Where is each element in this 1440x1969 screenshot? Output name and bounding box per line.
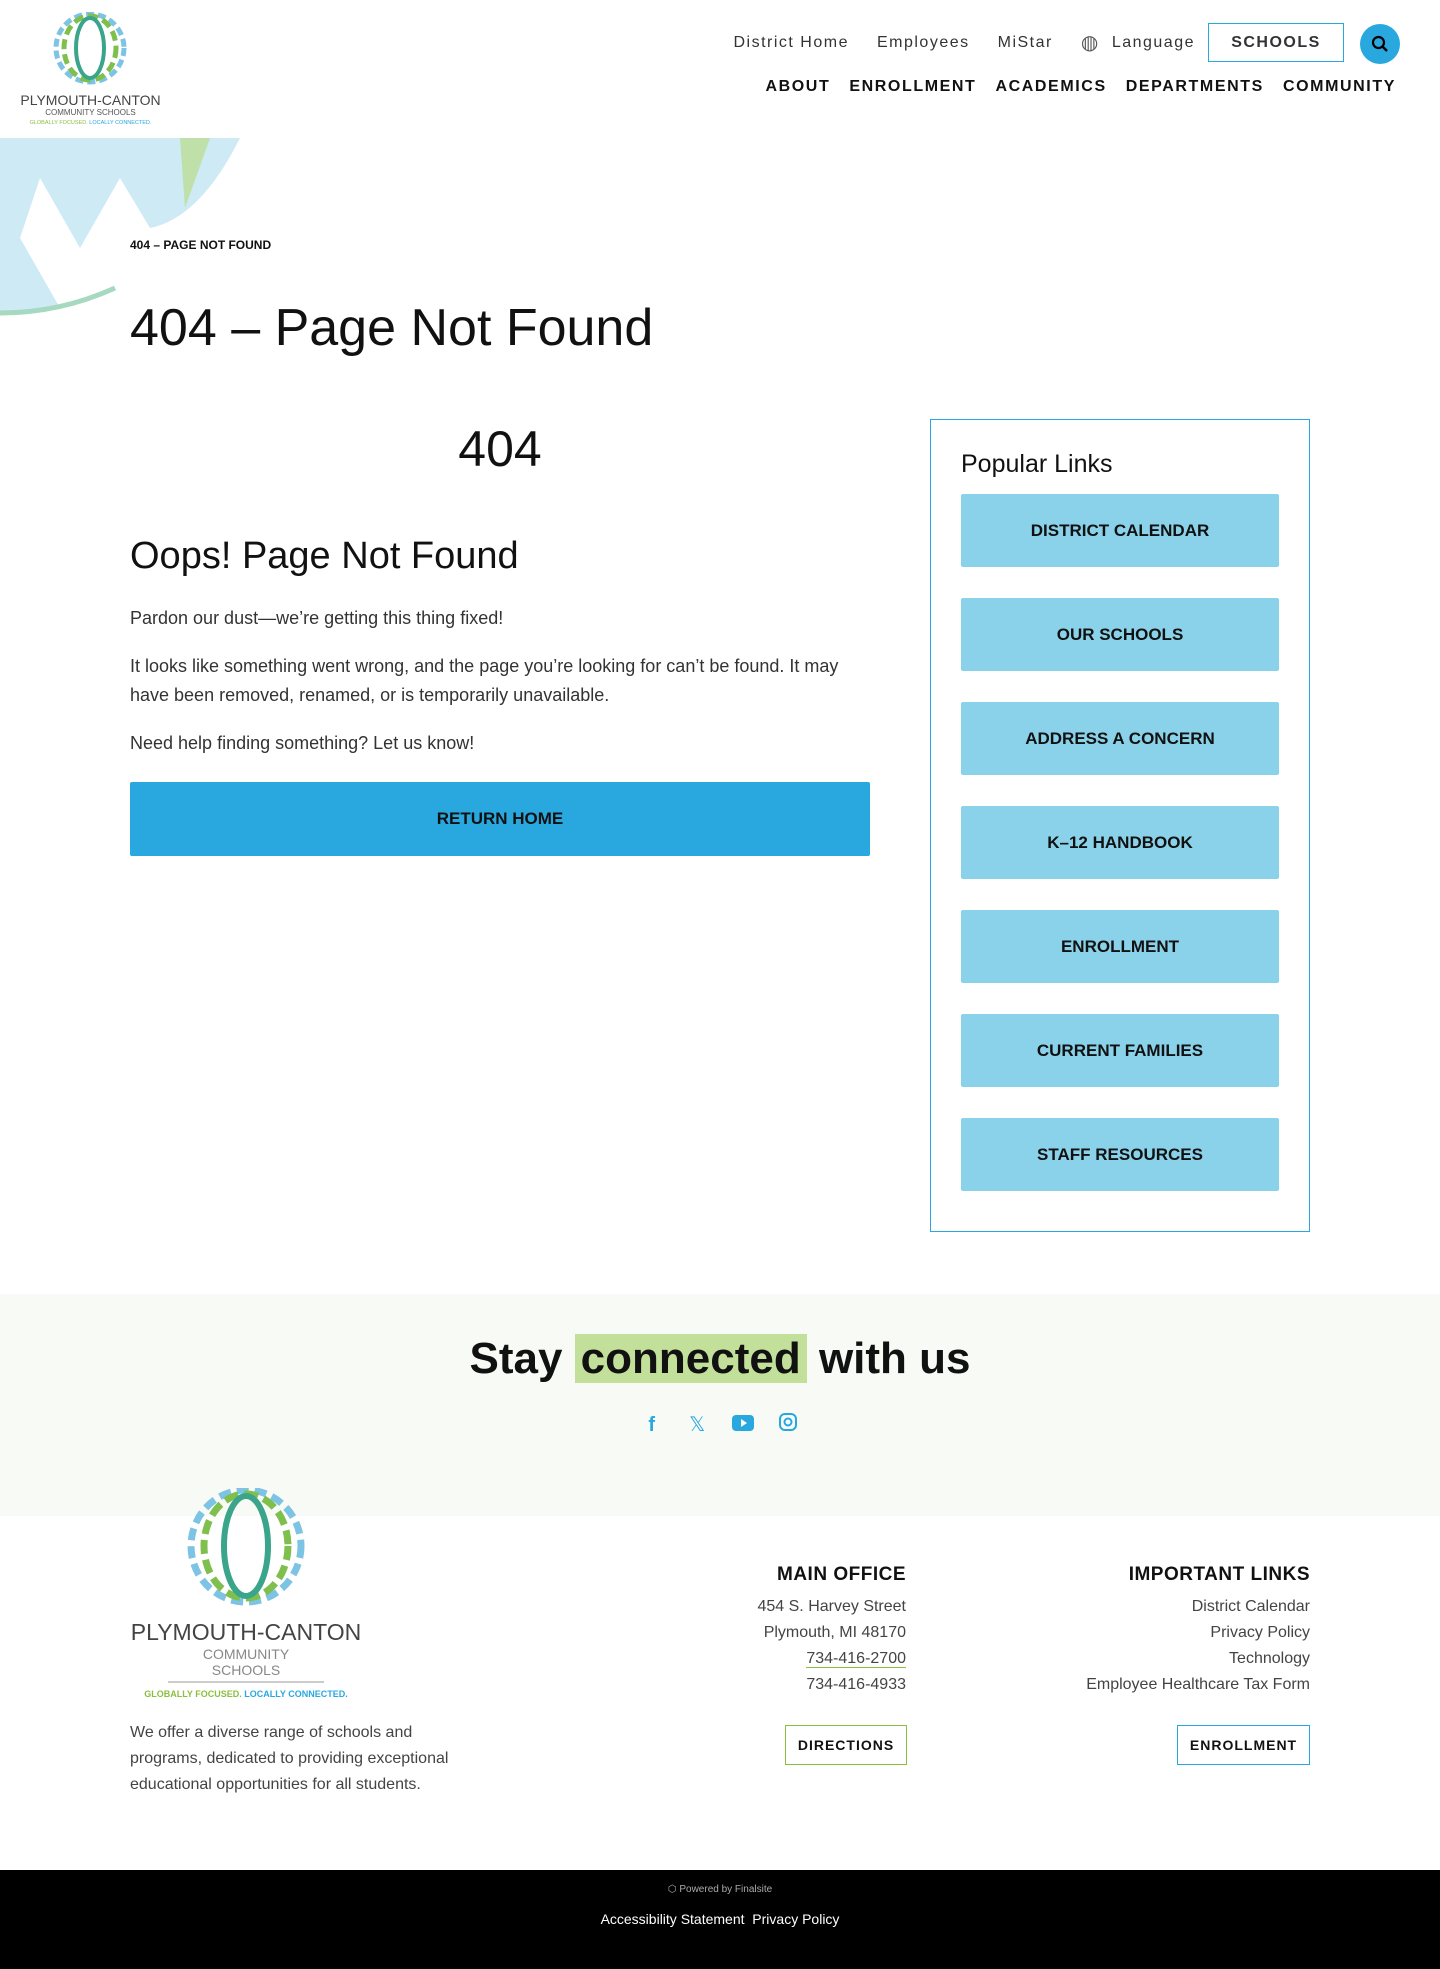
footer-link-tax-form[interactable]: Employee Healthcare Tax Form <box>1086 1676 1310 1693</box>
logo-sub: COMMUNITY SCHOOLS <box>45 108 136 117</box>
office-address: 454 S. Harvey Street <box>757 1598 906 1615</box>
popular-links-panel <box>930 419 1310 1232</box>
footer-logo-sub: COMMUNITY SCHOOLS <box>168 1646 324 1683</box>
heading-part: with us <box>818 1334 971 1383</box>
office-fax[interactable]: 734-416-4933 <box>806 1676 906 1693</box>
paragraph-help: Need help finding something? Let us know! <box>130 733 475 753</box>
footer-logo <box>130 1488 362 1699</box>
paragraph-dust: Pardon our dust—we’re getting this thing fixed! <box>130 608 504 628</box>
finalsite-icon: ⬡ <box>667 1884 677 1895</box>
link-enrollment[interactable]: ENROLLMENT <box>961 910 1279 983</box>
utility-link-employees[interactable]: Employees <box>876 33 970 51</box>
footer-link-technology[interactable]: Technology <box>1229 1650 1310 1667</box>
footer-logo-name: PLYMOUTH-CANTON <box>130 1619 362 1645</box>
link-our-schools[interactable]: OUR SCHOOLS <box>961 598 1279 671</box>
main-office-title: MAIN OFFICE <box>777 1564 906 1585</box>
nav-about[interactable]: ABOUT <box>765 78 831 95</box>
footer-description: We offer a diverse range of schools and programs, dedicated to providing exceptional educational opportunities for all students. <box>130 1724 449 1793</box>
footer-link-privacy-policy[interactable]: Privacy Policy <box>1210 1624 1310 1641</box>
return-home-button[interactable]: RETURN HOME <box>130 782 870 856</box>
directions-button[interactable]: DIRECTIONS <box>785 1725 907 1765</box>
powered-by-label: Powered by Finalsite <box>679 1884 773 1895</box>
link-handbook[interactable]: K–12 HANDBOOK <box>961 806 1279 879</box>
page-title: 404 – Page Not Found <box>130 299 654 357</box>
nav-enrollment[interactable]: ENROLLMENT <box>849 78 977 95</box>
stay-connected-section <box>0 1294 1440 1516</box>
globe-icon: ◍ <box>1080 32 1100 54</box>
popular-links-title: Popular Links <box>961 450 1113 478</box>
instagram-icon[interactable] <box>768 1413 808 1431</box>
schools-button[interactable]: SCHOOLS <box>1208 23 1344 62</box>
language-selector[interactable] <box>1081 30 1195 55</box>
heading-highlight: connected <box>575 1334 807 1383</box>
utility-nav <box>705 23 1344 62</box>
footer-enrollment-button[interactable]: ENROLLMENT <box>1177 1725 1310 1765</box>
breadcrumb: 404 – PAGE NOT FOUND <box>130 238 272 252</box>
utility-link-district-home[interactable]: District Home <box>733 33 849 51</box>
heading-part: Stay <box>469 1334 563 1383</box>
main-office <box>606 1564 906 1698</box>
link-staff-resources[interactable]: STAFF RESOURCES <box>961 1118 1279 1191</box>
youtube-icon[interactable] <box>723 1415 763 1431</box>
bottom-privacy-policy-link[interactable]: Privacy Policy <box>752 1911 840 1927</box>
logo-name: PLYMOUTH-CANTON <box>20 92 161 108</box>
link-current-families[interactable]: CURRENT FAMILIES <box>961 1014 1279 1087</box>
utility-link-mistar[interactable]: MiStar <box>997 33 1053 51</box>
main-nav <box>746 78 1396 96</box>
logo-tagline-a: GLOBALLY FOCUSED. <box>29 120 88 126</box>
language-label: Language <box>1111 33 1195 51</box>
district-logo[interactable] <box>18 12 163 126</box>
powered-by[interactable] <box>0 1884 1440 1895</box>
facebook-icon[interactable]: f <box>648 1414 655 1436</box>
link-address-concern[interactable]: ADDRESS A CONCERN <box>961 702 1279 775</box>
important-links-title: IMPORTANT LINKS <box>1128 1564 1310 1585</box>
error-code: 404 <box>458 421 542 477</box>
logo-tagline-b: LOCALLY CONNECTED. <box>89 120 152 126</box>
error-heading: Oops! Page Not Found <box>130 535 519 577</box>
link-district-calendar[interactable]: DISTRICT CALENDAR <box>961 494 1279 567</box>
paragraph-explain: It looks like something went wrong, and the page you’re looking for can’t be found. It may have been removed, renamed, or is temporarily unavailable. <box>130 656 839 705</box>
office-phone[interactable]: 734-416-2700 <box>806 1650 906 1667</box>
search-icon <box>1371 35 1389 53</box>
footer-link-district-calendar[interactable]: District Calendar <box>1191 1598 1310 1615</box>
nav-academics[interactable]: ACADEMICS <box>995 78 1107 95</box>
nav-departments[interactable]: DEPARTMENTS <box>1125 78 1264 95</box>
search-button[interactable] <box>1360 24 1400 64</box>
nav-community[interactable]: COMMUNITY <box>1282 78 1396 95</box>
footer-logo-globe-icon <box>130 1488 362 1606</box>
x-icon[interactable]: 𝕏 <box>689 1414 706 1436</box>
footer-tagline-a: GLOBALLY FOCUSED. <box>144 1689 242 1699</box>
bottom-bar <box>0 1870 1440 1969</box>
important-links <box>910 1564 1310 1698</box>
stay-connected-heading <box>0 1334 1440 1384</box>
accessibility-statement-link[interactable]: Accessibility Statement <box>600 1911 745 1927</box>
logo-globe-icon <box>18 12 163 87</box>
office-city: Plymouth, MI 48170 <box>763 1624 906 1641</box>
footer-tagline-b: LOCALLY CONNECTED. <box>244 1689 348 1699</box>
